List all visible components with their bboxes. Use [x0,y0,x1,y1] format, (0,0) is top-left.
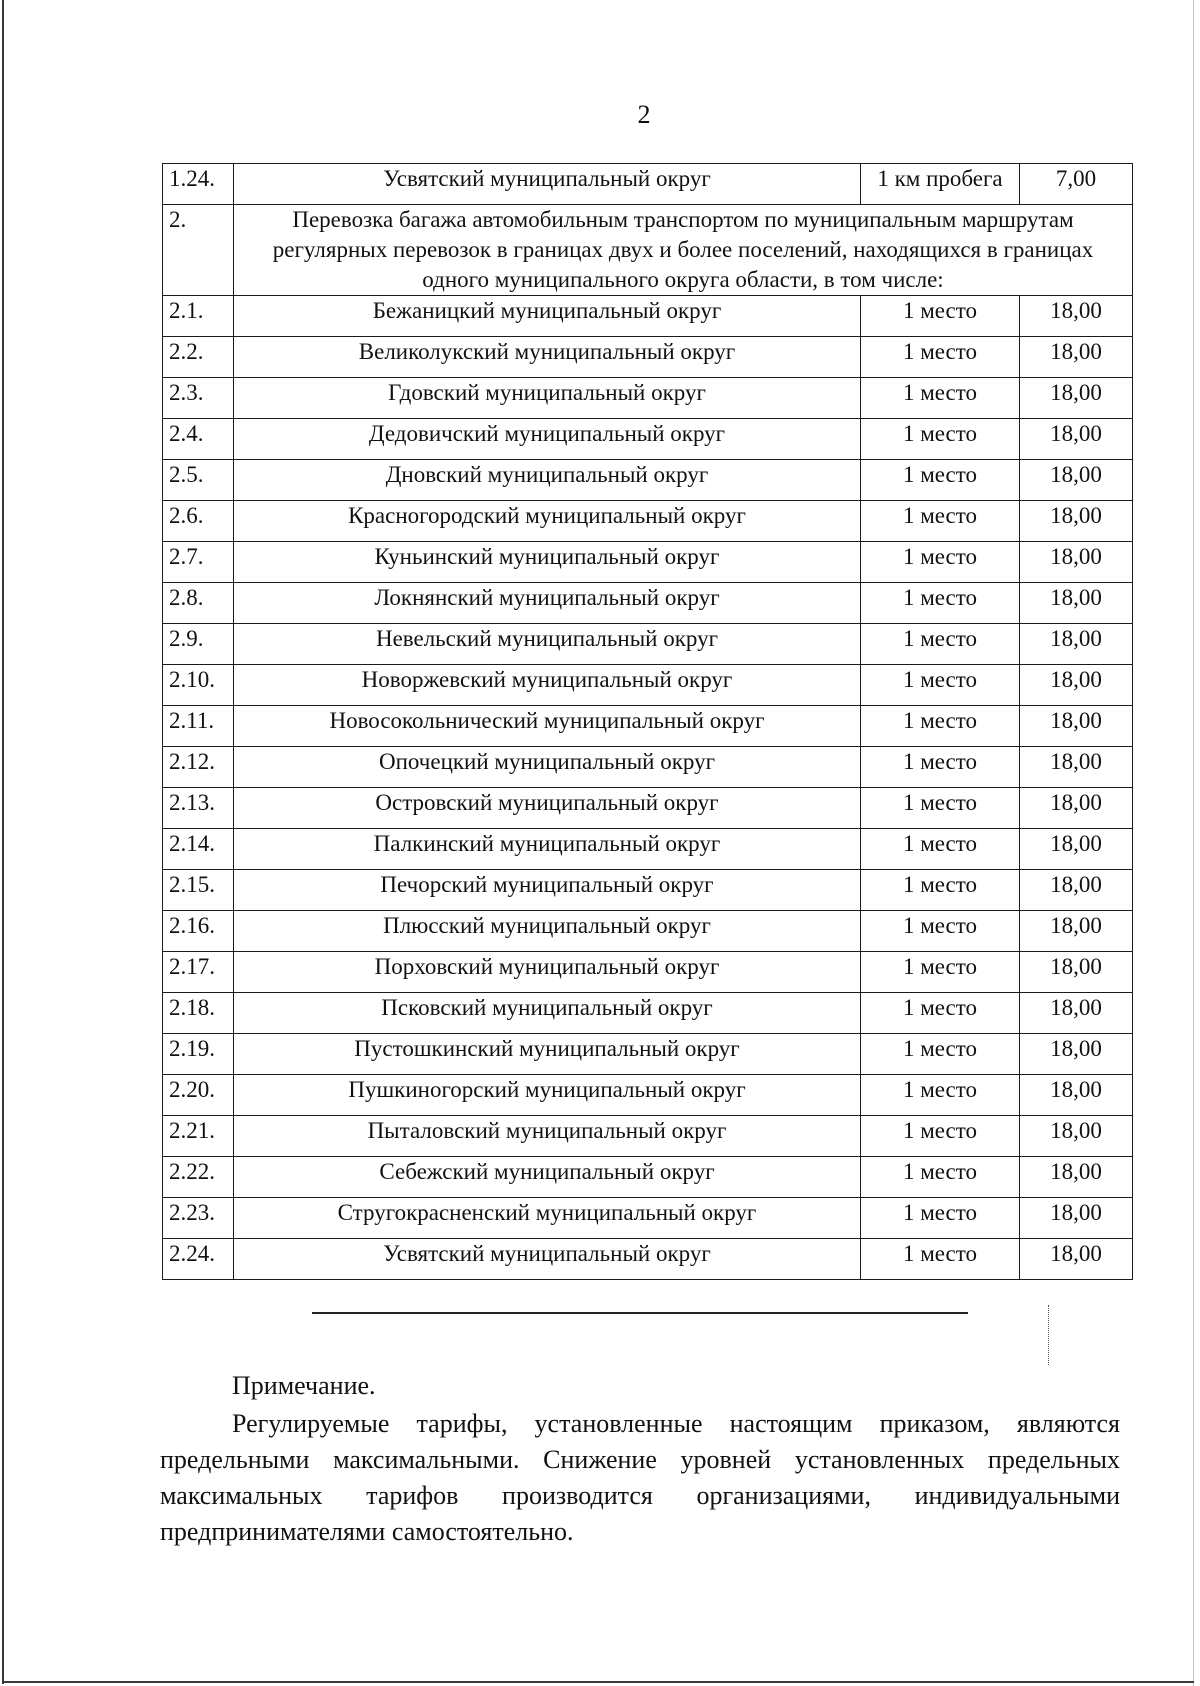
unit-of-measure: 1 место [861,1239,1020,1280]
table-row [163,501,1133,542]
section-number: 2. [163,205,234,296]
table-row [163,747,1133,788]
row-number: 2.10. [163,665,234,706]
unit-of-measure: 1 место [861,1116,1020,1157]
table-row [163,993,1133,1034]
table-row [163,1239,1133,1280]
district-name: Усвятский муниципальный округ [234,1239,861,1280]
tariff-value: 7,00 [1020,164,1133,205]
row-number: 2.23. [163,1198,234,1239]
district-name: Бежаницкий муниципальный округ [234,296,861,337]
tariff-value: 18,00 [1020,501,1133,542]
district-name: Дедовичский муниципальный округ [234,419,861,460]
tariff-value: 18,00 [1020,952,1133,993]
tariff-value: 18,00 [1020,665,1133,706]
row-number: 2.15. [163,870,234,911]
district-name: Куньинский муниципальный округ [234,542,861,583]
tariff-table-body [163,164,1133,1280]
district-name: Новоржевский муниципальный округ [234,665,861,706]
scan-border-right [1193,0,1194,1686]
tariff-value: 18,00 [1020,706,1133,747]
note-text: Регулируемые тарифы, установленные настоящим приказом, являются предельными максимальными. Снижение уровней установленных предельных максимальных тарифов производится организациями, индивидуальными предпринимателями самостоятельно. [160,1409,1120,1546]
scan-artifact-dash [1048,1305,1049,1365]
tariff-value: 18,00 [1020,460,1133,501]
unit-of-measure: 1 место [861,829,1020,870]
row-number: 2.14. [163,829,234,870]
unit-of-measure: 1 место [861,1198,1020,1239]
district-name: Плюсский муниципальный округ [234,911,861,952]
table-row [163,337,1133,378]
unit-of-measure: 1 место [861,788,1020,829]
table-row [163,706,1133,747]
table-row [163,1034,1133,1075]
table-row [163,419,1133,460]
scan-border-bottom [2,1681,1194,1683]
unit-of-measure: 1 место [861,583,1020,624]
row-number: 2.20. [163,1075,234,1116]
district-name: Пустошкинский муниципальный округ [234,1034,861,1075]
row-number: 2.1. [163,296,234,337]
table-row [163,1075,1133,1116]
district-name: Псковский муниципальный округ [234,993,861,1034]
unit-of-measure: 1 место [861,993,1020,1034]
section-header-row [163,205,1133,296]
tariff-value: 18,00 [1020,747,1133,788]
table-row [163,1157,1133,1198]
table-row [163,829,1133,870]
tariff-value: 18,00 [1020,296,1133,337]
tariff-value: 18,00 [1020,378,1133,419]
tariff-value: 18,00 [1020,788,1133,829]
district-name: Порховский муниципальный округ [234,952,861,993]
table-row [163,460,1133,501]
row-number: 2.19. [163,1034,234,1075]
row-number: 2.2. [163,337,234,378]
page-number: 2 [637,100,651,129]
row-number: 2.24. [163,1239,234,1280]
table-row [163,870,1133,911]
unit-of-measure: 1 место [861,952,1020,993]
row-number: 2.12. [163,747,234,788]
section-title: Перевозка багажа автомобильным транспортом по муниципальным маршрутам регулярных перевозок в границах двух и более поселений, находящихся в границах одного муниципального округа области, в том числе: [234,205,1133,296]
tariff-value: 18,00 [1020,1239,1133,1280]
table-row [163,665,1133,706]
row-number: 2.18. [163,993,234,1034]
row-number: 2.3. [163,378,234,419]
tariff-value: 18,00 [1020,1034,1133,1075]
tariff-value: 18,00 [1020,829,1133,870]
district-name: Пушкиногорский муниципальный округ [234,1075,861,1116]
row-number: 2.6. [163,501,234,542]
district-name: Себежский муниципальный округ [234,1157,861,1198]
tariff-value: 18,00 [1020,337,1133,378]
tariff-value: 18,00 [1020,1198,1133,1239]
unit-of-measure: 1 место [861,706,1020,747]
district-name: Дновский муниципальный округ [234,460,861,501]
district-name: Новосокольнический муниципальный округ [234,706,861,747]
tariff-value: 18,00 [1020,993,1133,1034]
row-number: 2.8. [163,583,234,624]
table-row [163,378,1133,419]
row-number: 1.24. [163,164,234,205]
row-number: 2.11. [163,706,234,747]
row-number: 2.5. [163,460,234,501]
tariff-value: 18,00 [1020,624,1133,665]
note-heading: Примечание. [232,1371,376,1400]
district-name: Островский муниципальный округ [234,788,861,829]
district-name: Палкинский муниципальный округ [234,829,861,870]
tariff-value: 18,00 [1020,1157,1133,1198]
row-number: 2.22. [163,1157,234,1198]
unit-of-measure: 1 место [861,747,1020,788]
table-row [163,542,1133,583]
row-number: 2.16. [163,911,234,952]
tariff-value: 18,00 [1020,583,1133,624]
unit-of-measure: 1 место [861,1075,1020,1116]
unit-of-measure: 1 место [861,419,1020,460]
table-row [163,788,1133,829]
district-name: Опочецкий муниципальный округ [234,747,861,788]
unit-of-measure: 1 место [861,460,1020,501]
district-name: Красногородский муниципальный округ [234,501,861,542]
district-name: Локнянский муниципальный округ [234,583,861,624]
table-row [163,583,1133,624]
unit-of-measure: 1 место [861,378,1020,419]
row-number: 2.9. [163,624,234,665]
table-row [163,1116,1133,1157]
tariff-value: 18,00 [1020,542,1133,583]
district-name: Печорский муниципальный округ [234,870,861,911]
tariff-table [162,163,1133,1280]
divider-line [312,1312,968,1314]
unit-of-measure: 1 место [861,911,1020,952]
unit-of-measure: 1 место [861,1034,1020,1075]
district-name: Гдовский муниципальный округ [234,378,861,419]
unit-of-measure: 1 место [861,501,1020,542]
row-number: 2.13. [163,788,234,829]
table-row [163,1198,1133,1239]
tariff-value: 18,00 [1020,870,1133,911]
tariff-value: 18,00 [1020,1075,1133,1116]
district-name: Пыталовский муниципальный округ [234,1116,861,1157]
table-row [163,911,1133,952]
scan-border-left [2,0,4,1684]
district-name: Великолукский муниципальный округ [234,337,861,378]
unit-of-measure: 1 место [861,337,1020,378]
row-number: 2.7. [163,542,234,583]
unit-of-measure: 1 место [861,1157,1020,1198]
unit-of-measure: 1 место [861,296,1020,337]
table-row [163,952,1133,993]
unit-of-measure: 1 место [861,542,1020,583]
table-row [163,624,1133,665]
unit-of-measure: 1 место [861,624,1020,665]
district-name: Стругокрасненский муниципальный округ [234,1198,861,1239]
unit-of-measure: 1 место [861,665,1020,706]
tariff-value: 18,00 [1020,1116,1133,1157]
table-row [163,296,1133,337]
district-name: Невельский муниципальный округ [234,624,861,665]
tariff-value: 18,00 [1020,419,1133,460]
row-number: 2.21. [163,1116,234,1157]
unit-of-measure: 1 место [861,870,1020,911]
unit-of-measure: 1 км пробега [861,164,1020,205]
tariff-value: 18,00 [1020,911,1133,952]
row-number: 2.4. [163,419,234,460]
table-row [163,164,1133,205]
row-number: 2.17. [163,952,234,993]
district-name: Усвятский муниципальный округ [234,164,861,205]
